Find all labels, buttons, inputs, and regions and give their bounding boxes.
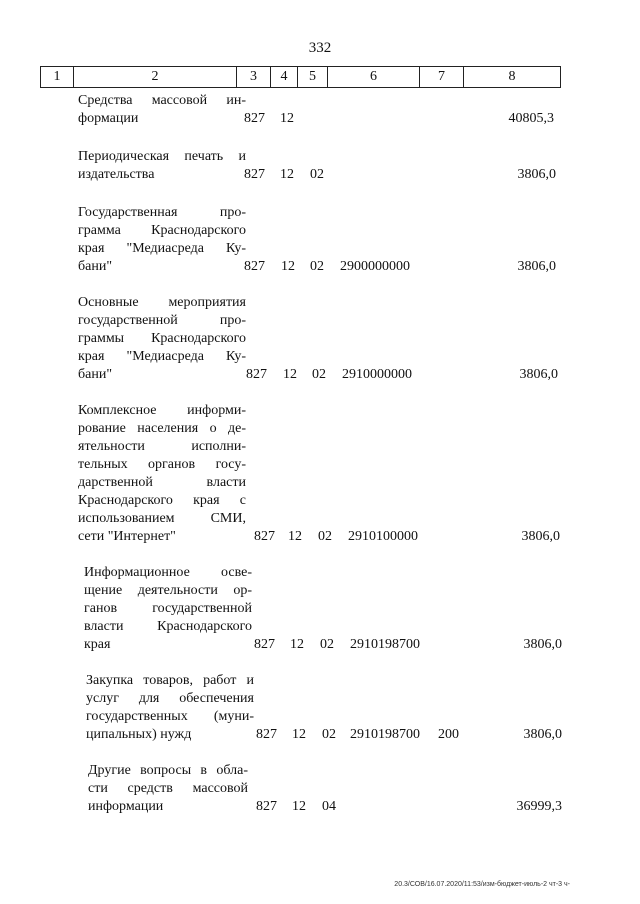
row-ministry-code: 827 <box>256 727 277 742</box>
table-row <box>0 400 640 546</box>
row-amount: 3806,0 <box>521 529 560 544</box>
row-subsection-code: 04 <box>322 799 336 814</box>
row-subsection-code: 02 <box>318 529 332 544</box>
page-number: 332 <box>308 40 332 56</box>
column-header-2: 2 <box>74 67 237 88</box>
row-subsection-code: 02 <box>310 167 324 182</box>
column-header-7: 7 <box>420 67 464 88</box>
table-row <box>0 670 640 744</box>
row-name: Закупка товаров, работ и услуг для обеспечения государственных (муни- ципальных) нужд <box>86 673 254 742</box>
row-ministry-code: 827 <box>244 167 265 182</box>
column-header-6: 6 <box>328 67 420 88</box>
row-ministry-code: 827 <box>244 259 265 274</box>
row-section-code: 12 <box>280 111 294 126</box>
row-name: Основные мероприятия государственной про- граммы Краснодарского края "Медиасреда Ку- бани" <box>78 295 246 382</box>
table-row <box>0 146 640 184</box>
row-ministry-code: 827 <box>254 637 275 652</box>
column-header-4: 4 <box>271 67 298 88</box>
row-ministry-code: 827 <box>254 529 275 544</box>
row-target-article: 2900000000 <box>340 259 410 274</box>
row-amount: 40805,3 <box>508 111 554 126</box>
row-subsection-code: 02 <box>322 727 336 742</box>
row-target-article: 2910198700 <box>350 727 420 742</box>
row-section-code: 12 <box>292 727 306 742</box>
column-header-3: 3 <box>237 67 271 88</box>
row-amount: 3806,0 <box>523 637 562 652</box>
row-name: Другие вопросы в обла- сти средств массовой информации <box>88 763 248 814</box>
row-subsection-code: 02 <box>320 637 334 652</box>
row-ministry-code: 827 <box>256 799 277 814</box>
column-header-5: 5 <box>298 67 328 88</box>
row-amount: 3806,0 <box>517 167 556 182</box>
row-section-code: 12 <box>283 367 297 382</box>
table-row <box>0 760 640 816</box>
table-row <box>0 202 640 276</box>
row-ministry-code: 827 <box>244 111 265 126</box>
row-subsection-code: 02 <box>312 367 326 382</box>
footer-stamp: 20.3/СОВ/16.07.2020/11:53/изм-бюджет-июль-2 чт-3 ч- <box>394 881 570 888</box>
table-row <box>0 292 640 384</box>
row-target-article: 2910198700 <box>350 637 420 652</box>
row-name: Комплексное информи- рование населения о де- ятельности исполни- тельных органов госу- дарственной власти Краснодарского края с использованием СМИ, сети "Интернет" <box>78 403 246 544</box>
column-header-table <box>40 66 561 88</box>
table-row <box>0 562 640 654</box>
row-amount: 3806,0 <box>523 727 562 742</box>
row-name: Средства массовой ин- формации <box>78 93 246 126</box>
row-amount: 3806,0 <box>519 367 558 382</box>
row-name: Государственная про- грамма Краснодарского края "Медиасреда Ку- бани" <box>78 205 246 274</box>
column-header-row <box>41 67 561 88</box>
column-header-1: 1 <box>41 67 74 88</box>
row-amount: 36999,3 <box>516 799 562 814</box>
column-header-8: 8 <box>464 67 561 88</box>
row-amount: 3806,0 <box>517 259 556 274</box>
row-ministry-code: 827 <box>246 367 267 382</box>
row-section-code: 12 <box>288 529 302 544</box>
row-name: Периодическая печать и издательства <box>78 149 246 182</box>
row-section-code: 12 <box>292 799 306 814</box>
row-subsection-code: 02 <box>310 259 324 274</box>
row-section-code: 12 <box>290 637 304 652</box>
row-section-code: 12 <box>281 259 295 274</box>
table-row <box>0 90 640 128</box>
row-target-article: 2910000000 <box>342 367 412 382</box>
row-section-code: 12 <box>280 167 294 182</box>
row-name: Информационное осве- щение деятельности ор- ганов государственной власти Краснодарского края <box>84 565 252 652</box>
row-target-article: 2910100000 <box>348 529 418 544</box>
row-expense-type: 200 <box>438 727 459 742</box>
